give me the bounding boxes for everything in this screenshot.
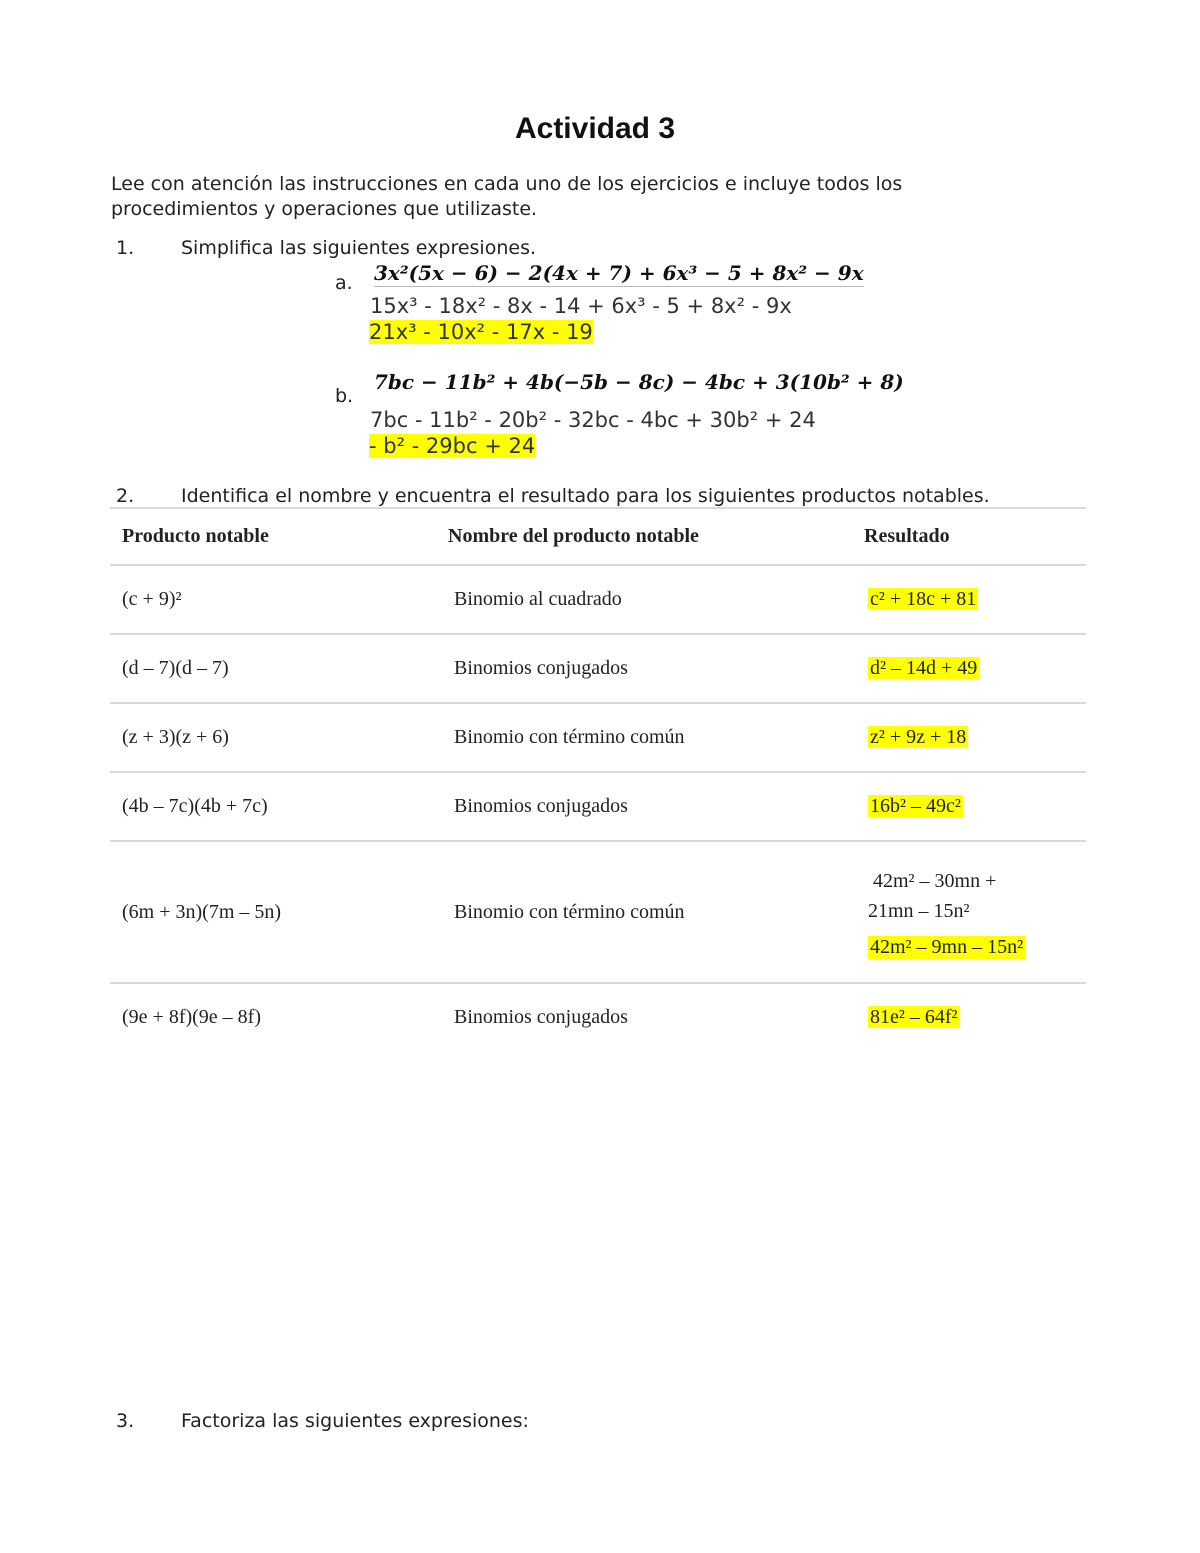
product-cell: (9e + 8f)(9e – 8f) — [122, 1006, 261, 1028]
question-1-number: 1. — [116, 237, 135, 259]
result-value: 16b² – 49c² — [870, 795, 961, 817]
notable-products-table — [110, 507, 1086, 1051]
name-cell: Binomios conjugados — [436, 634, 852, 703]
item-a-expression: 3x²(5x − 6) − 2(4x + 7) + 6x³ − 5 + 8x² − 9x — [374, 261, 864, 285]
name-cell: Binomios conjugados — [454, 1006, 628, 1028]
table-row — [110, 772, 1086, 841]
product-cell: (4b – 7c)(4b + 7c) — [110, 772, 436, 841]
item-a-answer: 21x³ - 10x² - 17x - 19 — [369, 320, 593, 344]
name-cell: Binomio con término común — [436, 841, 852, 983]
question-3-text: Factoriza las siguientes expresiones: — [181, 1410, 529, 1432]
header-name: Nombre del producto notable — [436, 508, 852, 565]
table-row — [110, 703, 1086, 772]
product-cell: (d – 7)(d – 7) — [110, 634, 436, 703]
header-product: Producto notable — [110, 508, 436, 565]
result-cell — [852, 841, 1086, 983]
name-cell: Binomio con término común — [436, 703, 852, 772]
result-value: z² + 9z + 18 — [870, 726, 967, 748]
item-b-step: 7bc - 11b² - 20b² - 32bc - 4bc + 30b² + 24 — [370, 408, 816, 432]
work-line-1: 42m² – 30mn + — [873, 869, 997, 892]
item-b-answer: - b² - 29bc + 24 — [369, 434, 536, 458]
question-1-text: Simplifica las siguientes expresiones. — [181, 237, 537, 259]
item-a-letter: a. — [335, 272, 353, 294]
page-title: Actividad 3 — [514, 112, 676, 145]
item-b-letter: b. — [335, 385, 354, 407]
product-cell: (6m + 3n)(7m – 5n) — [110, 841, 436, 983]
item-a-step: 15x³ - 18x² - 8x - 14 + 6x³ - 5 + 8x² - 9x — [370, 294, 792, 318]
question-3-number: 3. — [116, 1410, 135, 1432]
name-cell: Binomio al cuadrado — [436, 565, 852, 634]
result-value: 81e² – 64f² — [870, 1006, 958, 1028]
result-cell — [852, 772, 1086, 841]
result-cell — [852, 634, 1086, 703]
result-value: c² + 18c + 81 — [870, 588, 977, 610]
header-result: Resultado — [852, 508, 1086, 565]
result-value: d² – 14d + 49 — [870, 657, 978, 679]
result-cell — [852, 983, 1086, 1051]
table-row — [110, 983, 1086, 1051]
result-value: 42m² – 9mn – 15n² — [870, 935, 1024, 958]
result-cell — [852, 565, 1086, 634]
table-row — [110, 565, 1086, 634]
question-2-number: 2. — [116, 485, 135, 507]
question-2-text: Identifica el nombre y encuentra el resultado para los siguientes productos notables. — [181, 485, 990, 507]
table-row — [110, 634, 1086, 703]
name-cell: Binomios conjugados — [436, 772, 852, 841]
table-row — [110, 841, 1086, 983]
instructions-paragraph: Lee con atención las instrucciones en cada uno de los ejercicios e incluye todos los procedimientos y operaciones que utilizaste. — [111, 173, 903, 220]
product-cell: (z + 3)(z + 6) — [110, 703, 436, 772]
item-b-expression: 7bc − 11b² + 4b(−5b − 8c) − 4bc + 3(10b² + 8) — [374, 370, 904, 394]
table-header-row — [110, 508, 1086, 565]
work-line-2: 21mn – 15n² — [868, 899, 970, 922]
product-cell: (c + 9)² — [110, 565, 436, 634]
result-cell — [852, 703, 1086, 772]
